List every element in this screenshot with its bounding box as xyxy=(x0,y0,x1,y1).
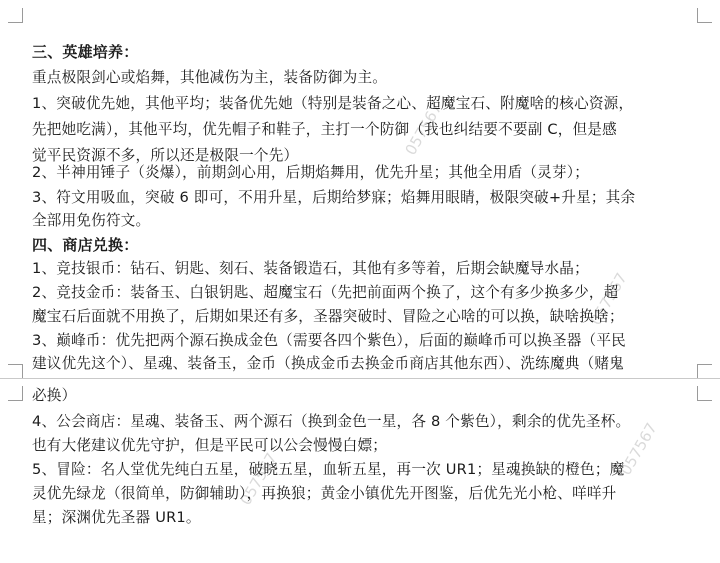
paragraph-line: 2、竞技金币：装备玉、白银钥匙、超魔宝石（先把前面两个换了，这个有多少换多少，超 xyxy=(32,284,619,301)
page-corner-mark xyxy=(697,386,712,401)
paragraph-line: 3、符文用吸血，突破 6 即可，不用升星，后期给梦寐；焰舞用眼睛，极限突破+升星；其余 xyxy=(32,189,636,206)
paragraph-line: 建议优先这个）、星魂、装备玉，金币（换成金币去换金币商店其他东西）、洗练魔典（赌鬼 xyxy=(32,355,624,372)
page-corner-mark xyxy=(8,386,23,401)
section-heading-hero-training: 三、英雄培养： xyxy=(32,43,139,61)
paragraph-line: 觉平民资源不多，所以还是极限一个先） xyxy=(32,147,299,164)
page-break xyxy=(0,378,720,379)
page-corner-mark xyxy=(8,364,23,379)
paragraph-line: 1、竞技银币：钻石、钥匙、刻石、装备锻造石，其他有多等着，后期会缺魔导水晶； xyxy=(32,260,589,277)
paragraph-line: 1、突破优先她，其他平均；装备优先她（特别是装备之心、超魔宝石、附魔啥的核心资源， xyxy=(32,95,634,112)
paragraph-line: 全部用免伤符文。 xyxy=(32,212,151,229)
paragraph-line: 重点极限剑心或焰舞，其他减伤为主，装备防御为主。 xyxy=(32,69,388,86)
paragraph-line: 星；深渊优先圣器 UR1。 xyxy=(32,509,201,526)
paragraph-line: 魔宝石后面就不用换了，后期如果还有多，圣器突破时、冒险之心啥的可以换，缺啥换啥； xyxy=(32,308,624,325)
paragraph-line: 5、冒险：名人堂优先纯白五星，破晓五星，血斩五星，再一次 UR1；星魂换缺的橙色；魔 xyxy=(32,461,625,478)
watermark: 057567 xyxy=(236,449,281,509)
paragraph-line: 也有大佬建议优先守护，但是平民可以公会慢慢白嫖； xyxy=(32,437,388,454)
paragraph-line: 必换） xyxy=(32,387,77,404)
page-corner-mark xyxy=(697,364,712,379)
paragraph-line: 3、巅峰币：优先把两个源石换成金色（需要各四个紫色），后面的巅峰币可以换圣器（平民 xyxy=(32,332,626,349)
watermark: 057567 xyxy=(616,419,661,479)
watermark: 057567 xyxy=(401,99,446,159)
watermark: 057567 xyxy=(586,269,631,329)
section-heading-shop-exchange: 四、商店兑换： xyxy=(32,236,139,254)
page-corner-mark xyxy=(8,8,23,23)
paragraph-line: 先把她吃满），其他平均，优先帽子和鞋子，主打一个防御（我也纠结要不要副 C，但是感 xyxy=(32,121,617,138)
page-corner-mark xyxy=(697,8,712,23)
paragraph-line: 灵优先绿龙（很简单，防御辅助），再换狼；黄金小镇优先开图鉴，后优先光小枪、咩咩升 xyxy=(32,485,617,502)
paragraph-line: 2、半神用锤子（炎爆），前期剑心用，后期焰舞用，优先升星；其他全用盾（灵芽）； xyxy=(32,164,590,181)
paragraph-line: 4、公会商店：星魂、装备玉、两个源石（换到金色一星，各 8 个紫色），剩余的优先圣杯。 xyxy=(32,413,631,430)
